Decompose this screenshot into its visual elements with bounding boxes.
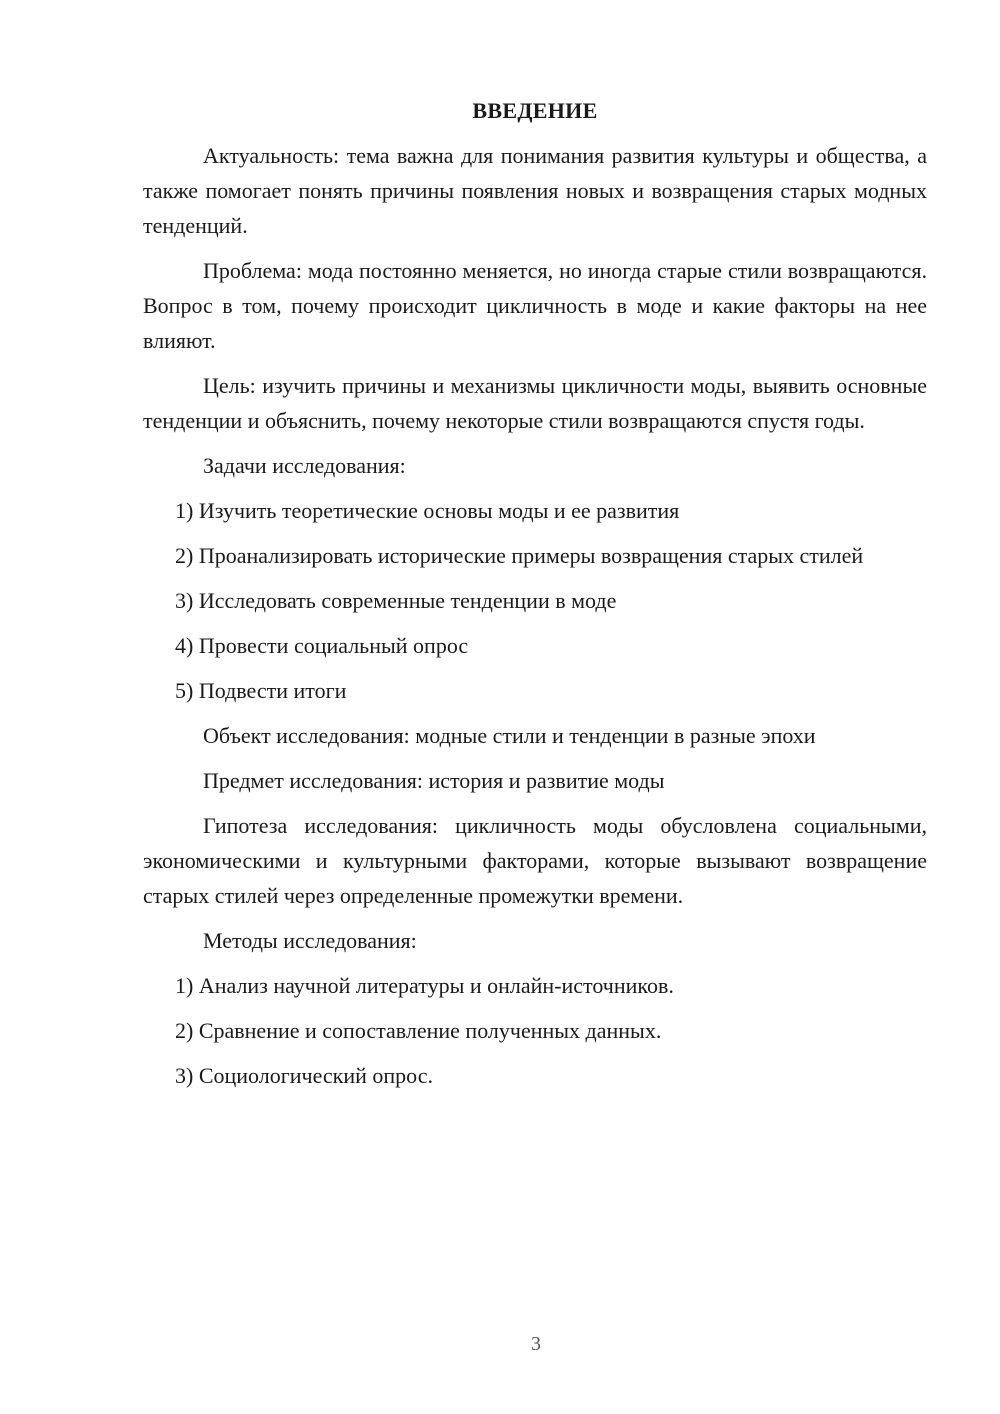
method-item-2: 2) Сравнение и сопоставление полученных данных. <box>175 1018 662 1043</box>
task-item-4: 4) Провести социальный опрос <box>175 633 469 658</box>
subject-paragraph: Предмет исследования: история и развитие моды <box>203 768 665 793</box>
hypothesis-paragraph: Гипотеза исследования: цикличность моды обусловлена социальными, экономическими и культурными факторами, которые вызывают возвращение старых стилей через определенные промежутки времени. <box>143 813 927 908</box>
method-item-3: 3) Социологический опрос. <box>175 1063 433 1088</box>
page-content <box>143 96 927 1103</box>
task-item-3: 3) Исследовать современные тенденции в моде <box>175 588 617 613</box>
task-item-1: 1) Изучить теоретические основы моды и ее развития <box>175 498 680 523</box>
tasks-heading: Задачи исследования: <box>203 453 406 478</box>
methods-heading: Методы исследования: <box>203 928 417 953</box>
task-item-5: 5) Подвести итоги <box>175 678 347 703</box>
goal-paragraph: Цель: изучить причины и механизмы цикличности моды, выявить основные тенденции и объяснить, почему некоторые стили возвращаются спустя годы. <box>143 373 927 433</box>
problem-paragraph: Проблема: мода постоянно меняется, но иногда старые стили возвращаются. Вопрос в том, почему происходит цикличность в моде и какие факторы на нее влияют. <box>143 258 927 353</box>
page-number: 3 <box>531 1333 541 1355</box>
section-title: ВВЕДЕНИЕ <box>472 98 598 123</box>
method-item-1: 1) Анализ научной литературы и онлайн-источников. <box>175 973 674 998</box>
relevance-paragraph: Актуальность: тема важна для понимания развития культуры и общества, а также помогает понять причины появления новых и возвращения старых модных тенденций. <box>143 143 927 238</box>
object-paragraph: Объект исследования: модные стили и тенденции в разные эпохи <box>203 723 816 748</box>
task-item-2: 2) Проанализировать исторические примеры возвращения старых стилей <box>175 543 864 568</box>
